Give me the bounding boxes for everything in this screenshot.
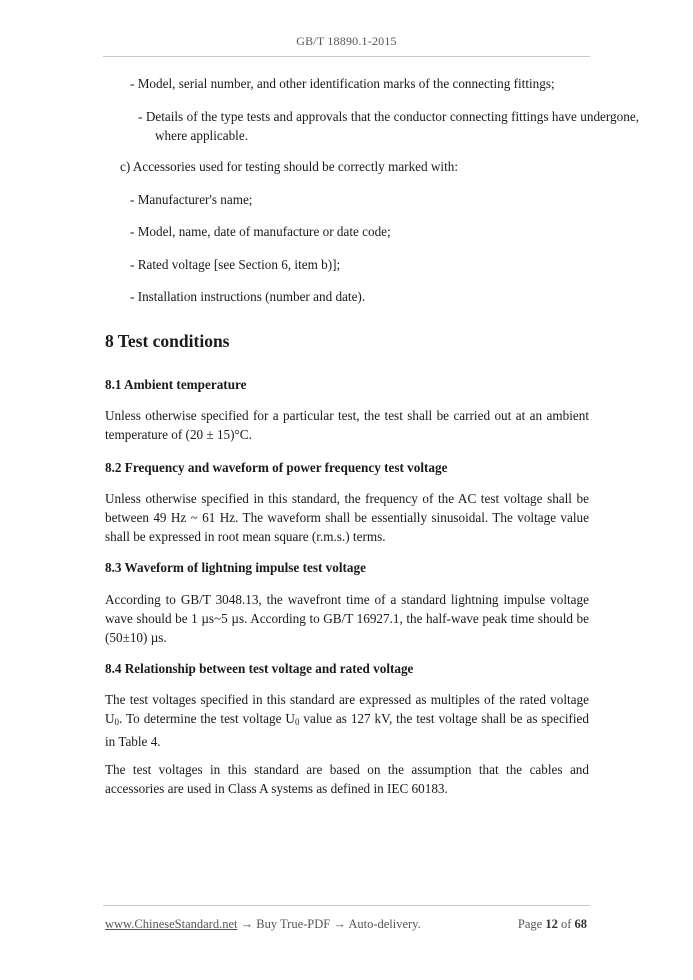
list-lead: c) Accessories used for testing should be correctly marked with:: [120, 159, 459, 174]
subsection-heading: 8.4 Relationship between test voltage and rated voltage: [105, 661, 414, 676]
paragraph: Unless otherwise specified in this standard, the frequency of the AC test voltage shall be between 49 Hz ~ 61 Hz. The waveform shall be essentially sinusoidal. The voltage value shall be expressed in root mean square (r.m.s.) terms.: [105, 491, 589, 544]
site-link[interactable]: www.ChineseStandard.net: [105, 917, 238, 931]
paragraph: The test voltages in this standard are based on the assumption that the cables and accessories are used in Class A systems as defined in IEC 60183.: [105, 762, 589, 796]
subsection-heading: 8.3 Waveform of lightning impulse test voltage: [105, 560, 366, 575]
paragraph: According to GB/T 3048.13, the wavefront time of a standard lightning impulse voltage wave should be 1 µs~5 µs. According to GB/T 16927.1, the half-wave peak time should be (50±10) µs.: [105, 592, 589, 645]
list-item: - Installation instructions (number and date).: [130, 289, 366, 304]
paragraph: The test voltages specified in this standard are expressed as multiples of the rated voltage U0. To determine the test voltage U0 value as 127 kV, the test voltage shall be as specified in Table 4.: [105, 692, 590, 749]
current-page: 12: [545, 917, 558, 931]
arrow-right-icon: →: [240, 917, 254, 931]
total-pages: 68: [574, 917, 587, 931]
subsection-heading: 8.2 Frequency and waveform of power frequency test voltage: [105, 460, 448, 475]
list-item: - Rated voltage [see Section 6, item b)];: [130, 257, 341, 272]
list-item: - Model, serial number, and other identification marks of the connecting fittings;: [130, 76, 555, 91]
buy-link: Buy True-PDF: [256, 917, 331, 931]
running-header: GB/T 18890.1-2015: [296, 34, 397, 48]
page-number: Page 12 of 68: [517, 917, 587, 931]
list-item: - Model, name, date of manufacture or date code;: [130, 224, 391, 239]
list-item: - Manufacturer's name;: [130, 192, 253, 207]
footer-links: [105, 917, 421, 932]
subscript: 0: [114, 717, 120, 727]
subscript: 0: [294, 717, 300, 727]
arrow-right-icon: →: [333, 917, 346, 931]
header-divider: [103, 56, 590, 57]
footer-divider: [103, 905, 590, 906]
list-item: - Details of the type tests and approvals that the conductor connecting fittings have undergone, where applicable.: [138, 109, 639, 143]
subsection-heading: 8.1 Ambient temperature: [105, 377, 247, 392]
paragraph: Unless otherwise specified for a particular test, the test shall be carried out at an ambient temperature of (20 ± 15)°C.: [105, 408, 589, 442]
section-heading: 8 Test conditions: [105, 331, 230, 351]
delivery-text: Auto-delivery.: [348, 917, 421, 931]
